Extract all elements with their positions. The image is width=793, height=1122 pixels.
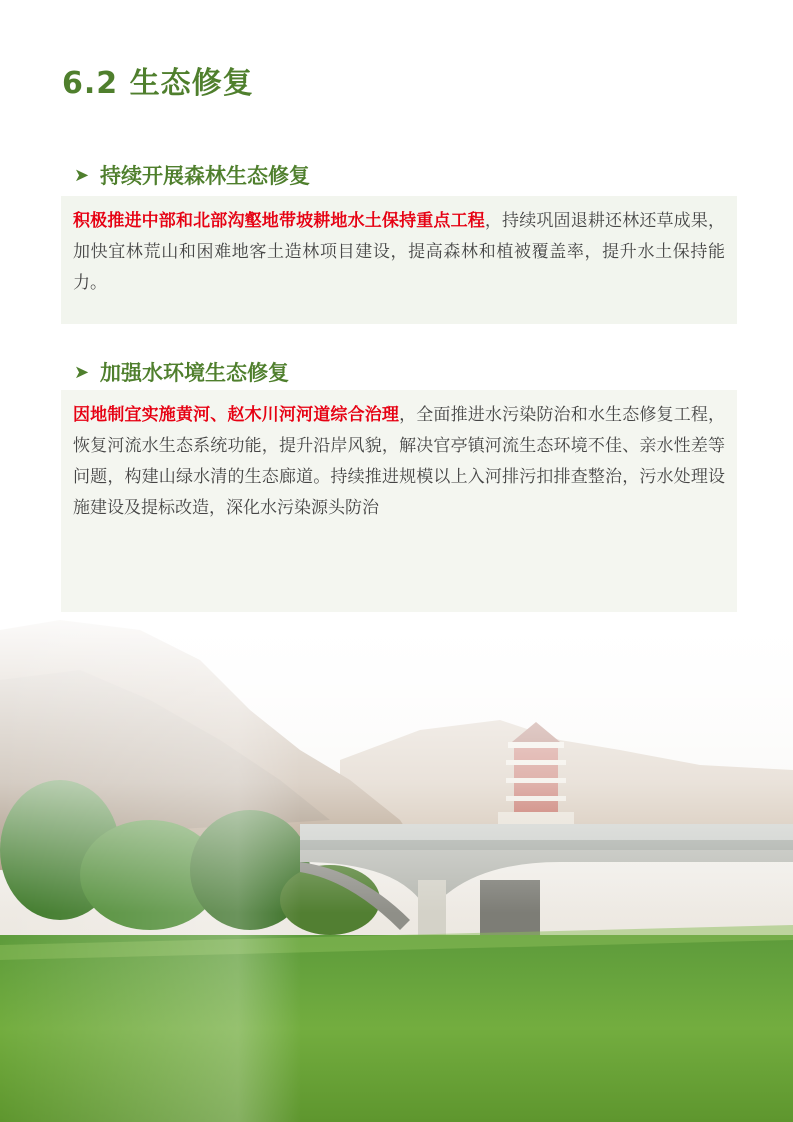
- section-paragraph: [73, 206, 725, 299]
- section-heading-label: 持续开展森林生态修复: [100, 164, 310, 188]
- section-heading-forest: [74, 160, 310, 190]
- section-heading-water: [74, 357, 289, 387]
- section-text-box-forest: [61, 196, 737, 324]
- section-paragraph: [73, 400, 725, 524]
- page-title: 6.2 生态修复: [62, 66, 254, 101]
- section-heading-label: 加强水环境生态修复: [100, 361, 289, 385]
- highlight-text: 积极推进中部和北部沟壑地带坡耕地水土保持重点工程: [73, 211, 485, 231]
- chevron-right-icon: ➤: [74, 164, 90, 186]
- section-text-box-water: [61, 390, 737, 612]
- body-text: ，全面推进水污染防治和水生态修复工程，恢复河流水生态系统功能，提升沿岸风貌，解决官亭镇河流生态环境不佳、亲水性差等问题，构建山绿水清的生态廊道。持续推进规模以上入河排污扣排查整治，污水处理设施建设及提标改造，深化水污染源头防治: [73, 405, 726, 518]
- body-text: ，持续巩固退耕还林还草成果，加快宜林荒山和困难地客土造林项目建设，提高森林和植被覆盖率，提升水土保持能力。: [73, 211, 725, 293]
- landscape-photo: [0, 600, 793, 1122]
- chevron-right-icon: ➤: [74, 361, 90, 383]
- highlight-text: 因地制宜实施黄河、赵木川河河道综合治理: [73, 405, 400, 425]
